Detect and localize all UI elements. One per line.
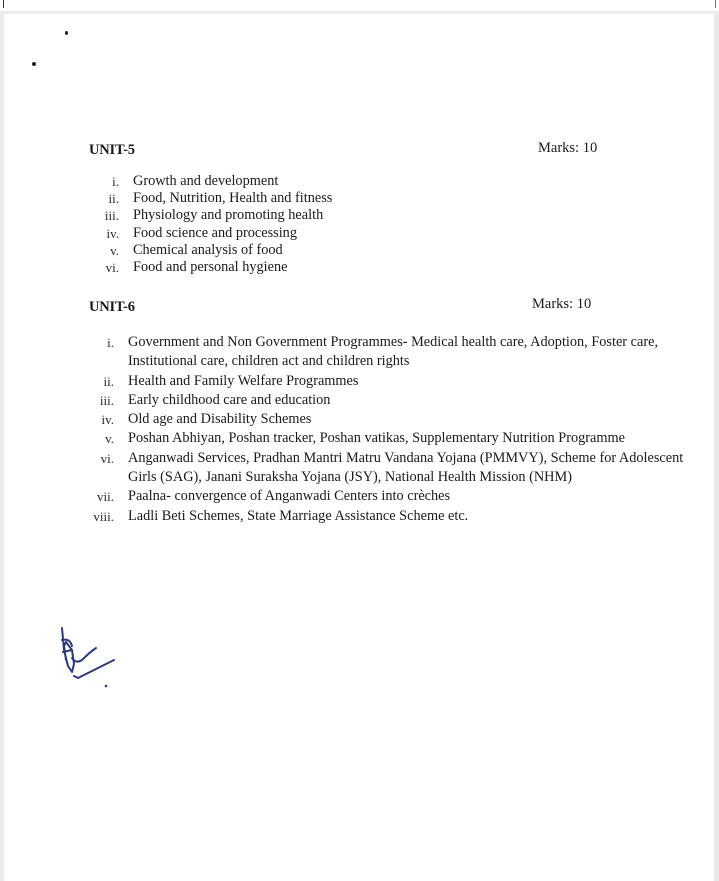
list-text: Physiology and promoting health [133, 207, 324, 224]
list-index: vii. [97, 489, 114, 505]
unit-marks: Marks: 10 [538, 140, 598, 156]
list-index: vi. [105, 260, 119, 276]
list-index: i. [107, 335, 114, 350]
unit-heading: UNIT-5 [89, 142, 135, 158]
list-text: Ladli Beti Schemes, State Marriage Assistance Scheme etc. [128, 507, 469, 524]
list-item [84, 449, 684, 488]
scan-speck [32, 62, 36, 66]
unit-heading: UNIT-6 [89, 299, 135, 315]
unit-5-topic-list [89, 173, 589, 276]
list-item [89, 173, 589, 190]
list-text: Health and Family Welfare Programmes [128, 372, 359, 389]
list-text: Government and Non Government Programmes- Medical health care, Adoption, Foster care, Institutional care, children act and children rights [128, 334, 659, 370]
list-item [84, 372, 684, 391]
list-text: Paalna- convergence of Anganwadi Centers into crèches [128, 488, 451, 505]
list-item [84, 410, 684, 429]
signature-dot [105, 685, 108, 688]
list-item [89, 190, 589, 207]
list-text: Growth and development [133, 173, 279, 189]
list-text: Food, Nutrition, Health and fitness [133, 190, 333, 207]
list-item [84, 391, 684, 410]
list-item [84, 487, 684, 506]
list-text: Poshan Abhiyan, Poshan tracker, Poshan vatikas, Supplementary Nutrition Programme [128, 430, 625, 447]
list-index: iv. [101, 412, 114, 428]
list-index: ii. [103, 373, 114, 389]
list-item [89, 225, 589, 242]
list-index: iii. [104, 208, 119, 224]
list-index: iii. [99, 392, 114, 408]
unit-marks: Marks: 10 [532, 296, 592, 312]
viewer-top-bar [0, 0, 719, 14]
list-index: v. [110, 242, 119, 258]
list-index: iv. [106, 225, 119, 241]
signature-stroke [72, 648, 96, 662]
list-item [89, 207, 589, 224]
signature-stroke [74, 660, 114, 678]
document-page [4, 14, 714, 881]
scan-speck [65, 31, 68, 35]
list-text: Food science and processing [133, 224, 297, 241]
handwritten-signature [56, 620, 126, 690]
list-index: ii. [108, 191, 119, 207]
list-item [84, 429, 684, 448]
top-edge-mark-right [715, 0, 716, 8]
list-index: vi. [100, 450, 114, 466]
list-item [89, 242, 589, 259]
list-text: Old age and Disability Schemes [128, 411, 312, 428]
top-edge-mark-left [3, 0, 4, 8]
list-index: viii. [93, 508, 114, 524]
list-text: Food and personal hygiene [133, 259, 288, 276]
list-item [84, 507, 684, 526]
page-right-border [714, 14, 719, 881]
list-item [89, 259, 589, 276]
list-item [84, 333, 684, 372]
list-text: Early childhood care and education [128, 391, 331, 408]
list-index: v. [105, 431, 114, 447]
list-text: Anganwadi Services, Pradhan Mantri Matru Vandana Yojana (PMMVY), Scheme for Adolescent Girls (SAG), Janani Suraksha Yojana (JSY), National Health Mission (NHM) [128, 449, 684, 486]
unit-6-topic-list [84, 333, 684, 526]
list-text: Chemical analysis of food [133, 241, 283, 258]
list-index: i. [112, 174, 119, 189]
